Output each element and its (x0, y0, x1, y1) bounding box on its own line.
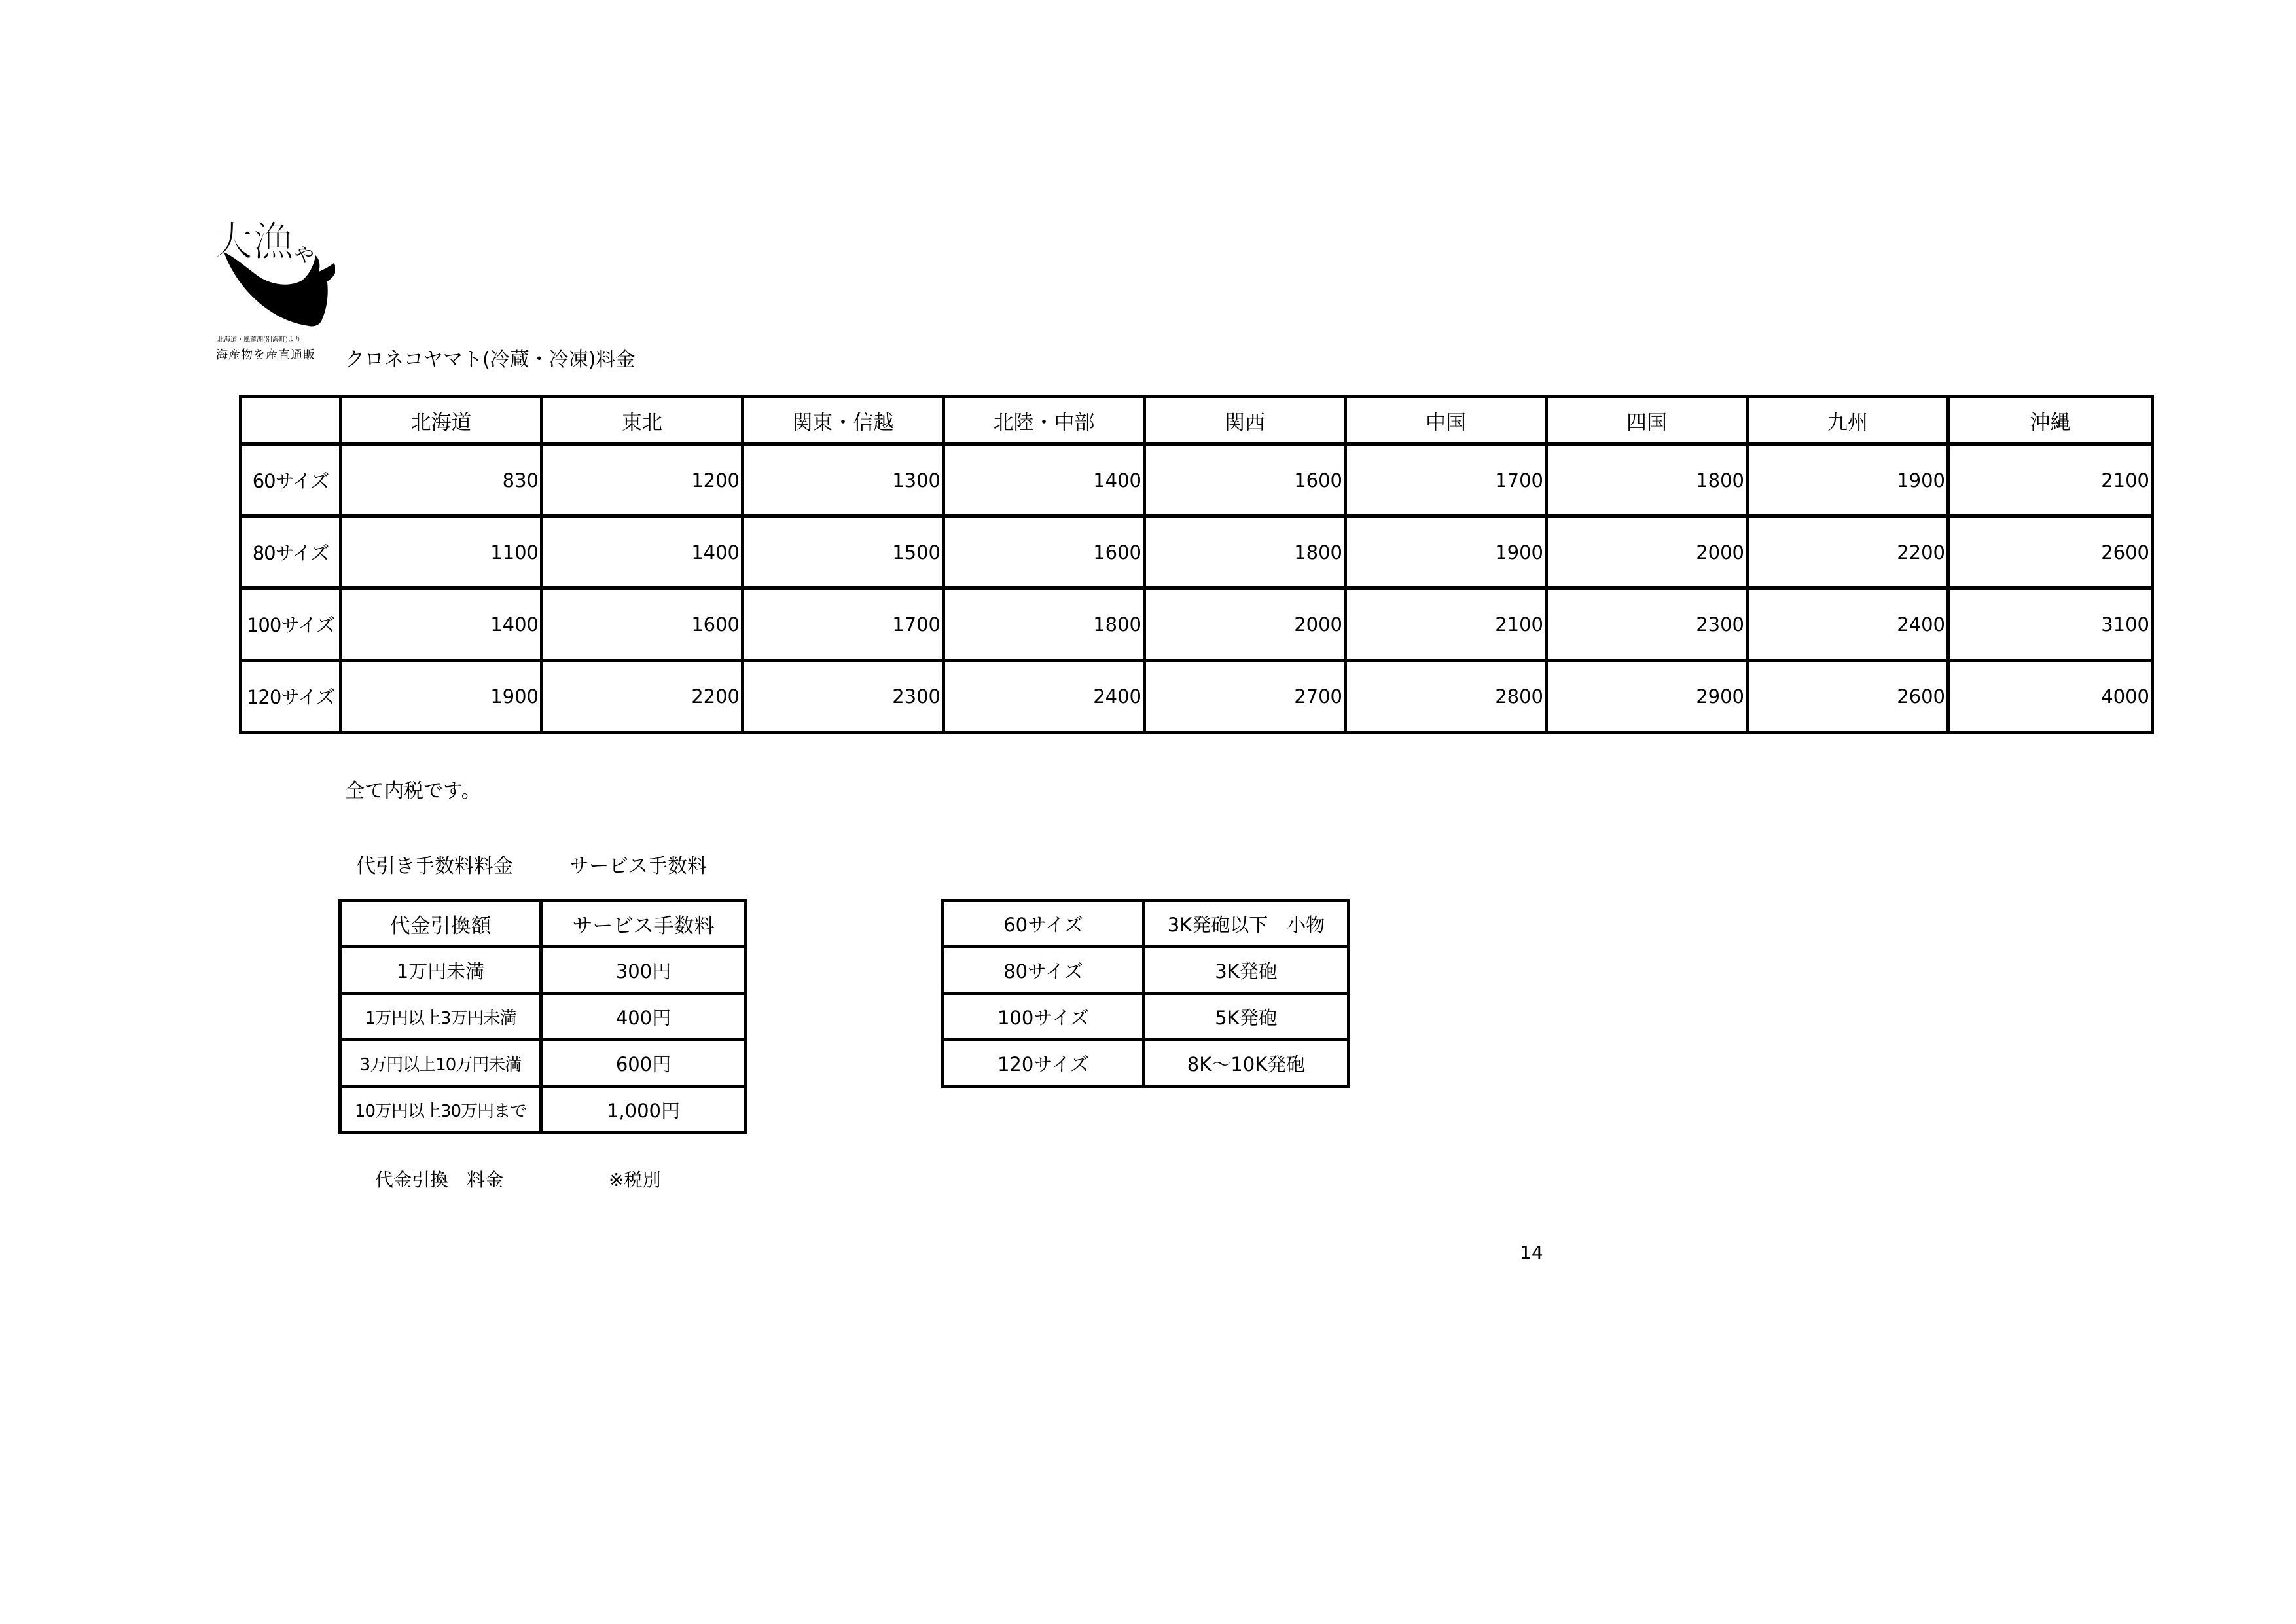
box-cell: 3K発砲以下 小物 (1144, 901, 1349, 947)
price-cell: 2600 (1748, 660, 1948, 732)
logo-main-text: 大漁 (212, 217, 294, 265)
price-cell: 2800 (1346, 660, 1547, 732)
price-cell: 1500 (743, 516, 944, 588)
header-cell: 四国 (1547, 397, 1748, 444)
table-row (340, 994, 746, 1040)
service-heading: サービス手数料 (569, 855, 707, 878)
price-cell: 2100 (1948, 444, 2153, 516)
row-label: 60サイズ (241, 444, 341, 516)
price-cell: 2000 (1547, 516, 1748, 588)
size-table (941, 899, 1350, 1088)
price-cell: 3100 (1948, 588, 2153, 660)
price-cell: 1600 (1145, 444, 1346, 516)
table-row (943, 1040, 1349, 1087)
price-cell: 1400 (542, 516, 743, 588)
price-cell: 1200 (542, 444, 743, 516)
fee-cell: 600円 (541, 1040, 746, 1087)
header-cell: 中国 (1346, 397, 1547, 444)
price-cell: 2300 (743, 660, 944, 732)
size-cell: 80サイズ (943, 947, 1144, 994)
rate-table (239, 395, 2154, 734)
logo-subtitle-1: 北海道・風蓮湖(別海町)より (217, 336, 301, 344)
price-cell: 1800 (944, 588, 1145, 660)
amount-cell: 1万円未満 (340, 947, 541, 994)
table-row (943, 994, 1349, 1040)
logo-small-text: や (295, 244, 314, 267)
price-cell: 2000 (1145, 588, 1346, 660)
header-cell: 東北 (542, 397, 743, 444)
header-cell (241, 397, 341, 444)
price-cell: 1800 (1145, 516, 1346, 588)
table-row (340, 901, 746, 947)
size-cell: 120サイズ (943, 1040, 1144, 1087)
row-label: 120サイズ (241, 660, 341, 732)
table-row (241, 516, 2153, 588)
rate-table-header (241, 397, 2153, 444)
page-number: 14 (1520, 1242, 1543, 1263)
fee-cell: 300円 (541, 947, 746, 994)
box-cell: 5K発砲 (1144, 994, 1349, 1040)
price-cell: 2100 (1346, 588, 1547, 660)
price-cell: 830 (341, 444, 542, 516)
price-cell: 1400 (944, 444, 1145, 516)
price-cell: 1900 (341, 660, 542, 732)
box-cell: 3K発砲 (1144, 947, 1349, 994)
logo (211, 216, 335, 367)
fee-cell: 1,000円 (541, 1087, 746, 1133)
header-cell: 代金引換額 (340, 901, 541, 947)
price-cell: 4000 (1948, 660, 2153, 732)
price-cell: 1900 (1748, 444, 1948, 516)
box-cell: 8K～10K発砲 (1144, 1040, 1349, 1087)
page-title: クロネコヤマト(冷蔵・冷凍)料金 (345, 348, 636, 371)
header-cell: 沖縄 (1948, 397, 2153, 444)
size-cell: 100サイズ (943, 994, 1144, 1040)
price-cell: 1600 (542, 588, 743, 660)
fee-heading: 代引き手数料料金 (356, 855, 513, 878)
cod-fee-table (338, 899, 747, 1134)
price-cell: 2600 (1948, 516, 2153, 588)
table-row (943, 901, 1349, 947)
price-cell: 2700 (1145, 660, 1346, 732)
table-row (241, 588, 2153, 660)
price-cell: 1800 (1547, 444, 1748, 516)
price-cell: 2400 (944, 660, 1145, 732)
amount-cell: 10万円以上30万円まで (340, 1087, 541, 1133)
price-cell: 2200 (1748, 516, 1948, 588)
table-row (340, 947, 746, 994)
row-label: 80サイズ (241, 516, 341, 588)
header-cell: 関西 (1145, 397, 1346, 444)
footer-label: 代金引換 料金 (375, 1169, 504, 1191)
table-row (241, 444, 2153, 516)
footer-tax-note: ※税別 (609, 1169, 661, 1191)
header-cell: サービス手数料 (541, 901, 746, 947)
price-cell: 1900 (1346, 516, 1547, 588)
price-cell: 2200 (542, 660, 743, 732)
header-cell: 関東・信越 (743, 397, 944, 444)
price-cell: 1300 (743, 444, 944, 516)
header-cell: 北海道 (341, 397, 542, 444)
logo-subtitle-2: 海産物を産直通販 (216, 348, 315, 362)
amount-cell: 1万円以上3万円未満 (340, 994, 541, 1040)
fee-cell: 400円 (541, 994, 746, 1040)
header-cell: 北陸・中部 (944, 397, 1145, 444)
price-cell: 1700 (1346, 444, 1547, 516)
price-cell: 1600 (944, 516, 1145, 588)
price-cell: 2300 (1547, 588, 1748, 660)
size-cell: 60サイズ (943, 901, 1144, 947)
table-row (241, 660, 2153, 732)
tax-note: 全て内税です。 (345, 780, 481, 803)
price-cell: 2900 (1547, 660, 1748, 732)
price-cell: 1100 (341, 516, 542, 588)
row-label: 100サイズ (241, 588, 341, 660)
amount-cell: 3万円以上10万円未満 (340, 1040, 541, 1087)
table-row (340, 1087, 746, 1133)
fish-logo-icon (211, 216, 335, 331)
price-cell: 1400 (341, 588, 542, 660)
price-cell: 2400 (1748, 588, 1948, 660)
price-cell: 1700 (743, 588, 944, 660)
table-row (340, 1040, 746, 1087)
header-cell: 九州 (1748, 397, 1948, 444)
table-row (943, 947, 1349, 994)
